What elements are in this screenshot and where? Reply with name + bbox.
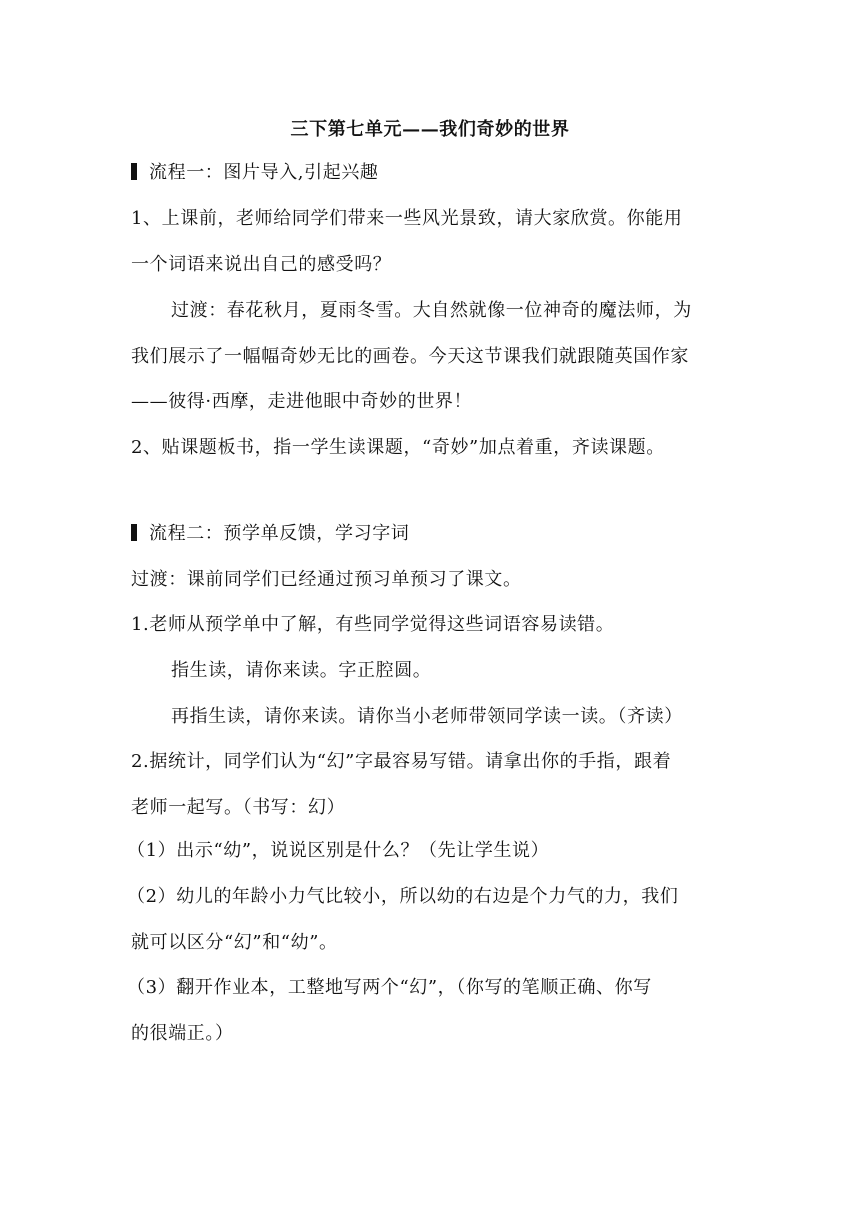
paragraph-line: 我们展示了一幅幅奇妙无比的画卷。今天这节课我们就跟随英国作家	[131, 346, 689, 367]
paragraph-line: 再指生读，请你来读。请你当小老师带领同学读一读。（齐读）	[171, 706, 683, 727]
paragraph-line: ——彼得·西摩，走进他眼中奇妙的世界！	[131, 391, 473, 412]
section-1-heading-text: 流程一：图片导入,引起兴趣	[149, 162, 379, 183]
paragraph-line: 过渡：课前同学们已经通过预习单预习了课文。	[131, 569, 522, 590]
heading-marker	[131, 163, 137, 180]
paragraph-line: 指生读，请你来读。字正腔圆。	[171, 660, 432, 681]
section-2-heading-text: 流程二：预学单反馈，学习字词	[149, 523, 410, 544]
paragraph-line: 就可以区分“幻”和“幼”。	[131, 932, 338, 953]
paragraph-line: 老师一起写。（书写：幻）	[131, 797, 346, 818]
section-1-heading	[131, 160, 731, 186]
paragraph-line: （2）幼儿的年龄小力气比较小，所以幼的右边是个力气的力，我们	[127, 886, 679, 907]
paragraph-line: 的很端正。）	[131, 1023, 234, 1044]
document-title: 三下第七单元——我们奇妙的世界	[290, 119, 570, 140]
paragraph-line: 一个词语来说出自己的感受吗？	[131, 254, 392, 275]
paragraph-line: 2.据统计，同学们认为“幻”字最容易写错。请拿出你的手指，跟着	[131, 751, 672, 772]
section-2-heading	[131, 521, 731, 547]
heading-marker	[131, 524, 137, 541]
paragraph-line: 1、上课前，老师给同学们带来一些风光景致，请大家欣赏。你能用	[131, 208, 683, 229]
paragraph-line: 2、贴课题板书，指一学生读课题，“奇妙”加点着重，齐读课题。	[131, 437, 665, 458]
paragraph-line: （1）出示“幼”，说说区别是什么？（先让学生说）	[127, 840, 550, 861]
paragraph-line: （3）翻开作业本，工整地写两个“幻”，（你写的笔顺正确、你写	[127, 977, 652, 998]
paragraph-line: 1.老师从预学单中了解，有些同学觉得这些词语容易读错。	[131, 614, 615, 635]
paragraph-line: 过渡：春花秋月，夏雨冬雪。大自然就像一位神奇的魔法师，为	[171, 300, 692, 321]
